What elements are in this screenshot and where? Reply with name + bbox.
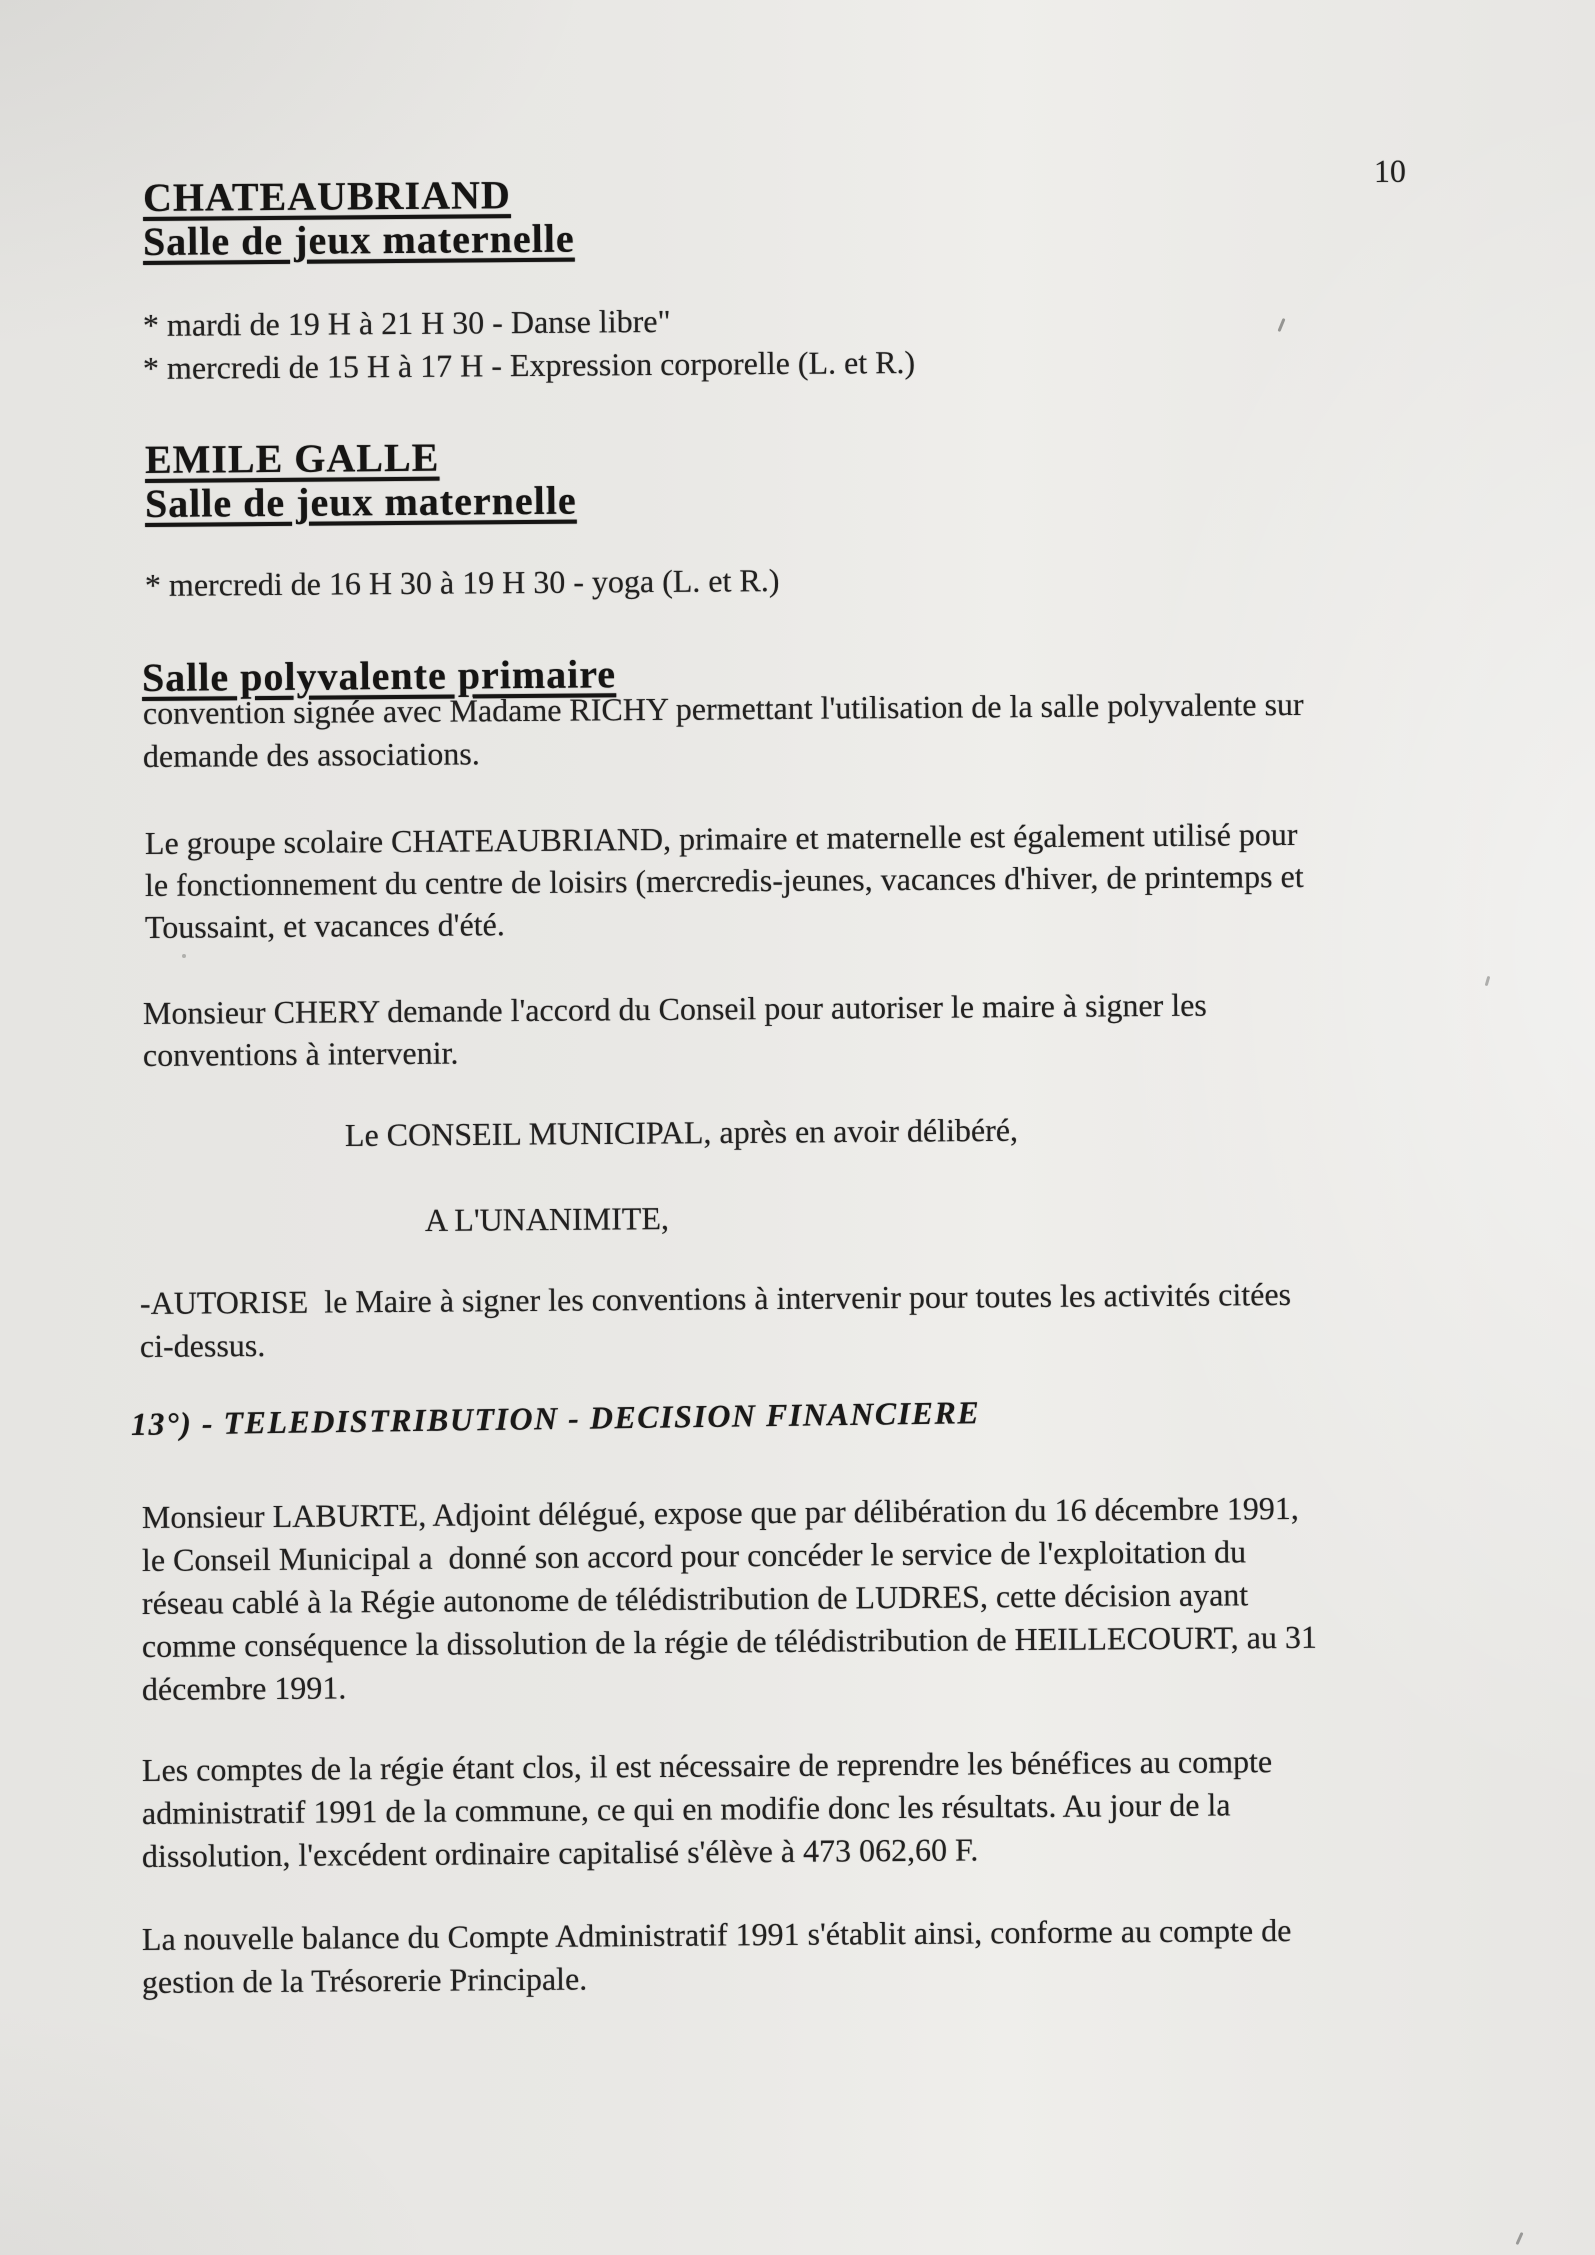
paragraph-line: Les comptes de la régie étant clos, il est nécessaire de reprendre les bénéfices au compte — [141, 1743, 1273, 1788]
decision-line: -AUTORISE le Maire à signer les conventions à intervenir pour toutes les activités citées — [139, 1275, 1292, 1321]
paragraph-line: demande des associations. — [142, 735, 480, 774]
scan-speck — [182, 954, 186, 958]
paragraph-line: convention signée avec Madame RICHY permettant l'utilisation de la salle polyvalente sur — [142, 685, 1304, 731]
paragraph-line: comme conséquence la dissolution de la régie de télédistribution de HEILLECOURT, au 31 — [141, 1618, 1318, 1664]
schedule-item: * mercredi de 16 H 30 à 19 H 30 - yoga (L. et R.) — [144, 562, 780, 603]
paragraph-line: Toussaint, et vacances d'été. — [144, 906, 505, 945]
scan-speck — [1485, 976, 1491, 986]
deliberation-line: Le CONSEIL MUNICIPAL, après en avoir délibéré, — [344, 1111, 1019, 1153]
section-subtitle-text: Salle de jeux maternelle — [142, 215, 575, 264]
section-title-text: EMILE GALLE — [144, 434, 440, 482]
schedule-item: * mercredi de 15 H à 17 H - Expression corporelle (L. et R.) — [142, 343, 916, 386]
paragraph-line: le fonctionnement du centre de loisirs (mercredis-jeunes, vacances d'hiver, de printemps et — [144, 857, 1304, 903]
paragraph-line: Le groupe scolaire CHATEAUBRIAND, primaire et maternelle est également utilisé pour — [144, 815, 1298, 861]
paragraph-line: conventions à intervenir. — [142, 1034, 459, 1073]
section-subtitle-salle-maternelle-1 — [143, 214, 575, 267]
section-subtitle-text: Salle de jeux maternelle — [144, 477, 577, 526]
agenda-item-title: 13°) - TELEDISTRIBUTION - DECISION FINANCIERE — [130, 1394, 981, 1442]
scan-speck — [1277, 318, 1285, 332]
paragraph-line: La nouvelle balance du Compte Administratif 1991 s'établit ainsi, conforme au compte de — [141, 1911, 1292, 1957]
paragraph-line: Monsieur LABURTE, Adjoint délégué, expose que par délibération du 16 décembre 1991, — [141, 1489, 1299, 1535]
schedule-item: * mardi de 19 H à 21 H 30 - Danse libre" — [142, 302, 671, 343]
scan-speck — [1515, 2232, 1523, 2245]
paragraph-line: gestion de la Trésorerie Principale. — [141, 1960, 588, 2000]
paragraph-line: Monsieur CHERY demande l'accord du Conseil pour autoriser le maire à signer les — [142, 986, 1207, 1031]
decision-line: ci-dessus. — [139, 1327, 266, 1364]
section-title-text: CHATEAUBRIAND — [142, 172, 511, 220]
paragraph-line: réseau cablé à la Régie autonome de télédistribution de LUDRES, cette décision ayant — [141, 1576, 1249, 1621]
paragraph-line: le Conseil Municipal a donné son accord pour concéder le service de l'exploitation du — [141, 1533, 1247, 1578]
paragraph-line: dissolution, l'excédent ordinaire capitalisé s'élève à 473 062,60 F. — [141, 1831, 979, 1874]
paragraph-line: décembre 1991. — [141, 1669, 347, 1707]
section-title-text: Salle polyvalente primaire — [141, 651, 617, 700]
paragraph-line: administratif 1991 de la commune, ce qui en modifie donc les résultats. Au jour de la — [141, 1786, 1231, 1831]
page-number: 10 — [1373, 152, 1407, 189]
section-subtitle-salle-maternelle-2 — [145, 476, 577, 529]
unanimite-line: A L'UNANIMITE, — [424, 1200, 670, 1238]
